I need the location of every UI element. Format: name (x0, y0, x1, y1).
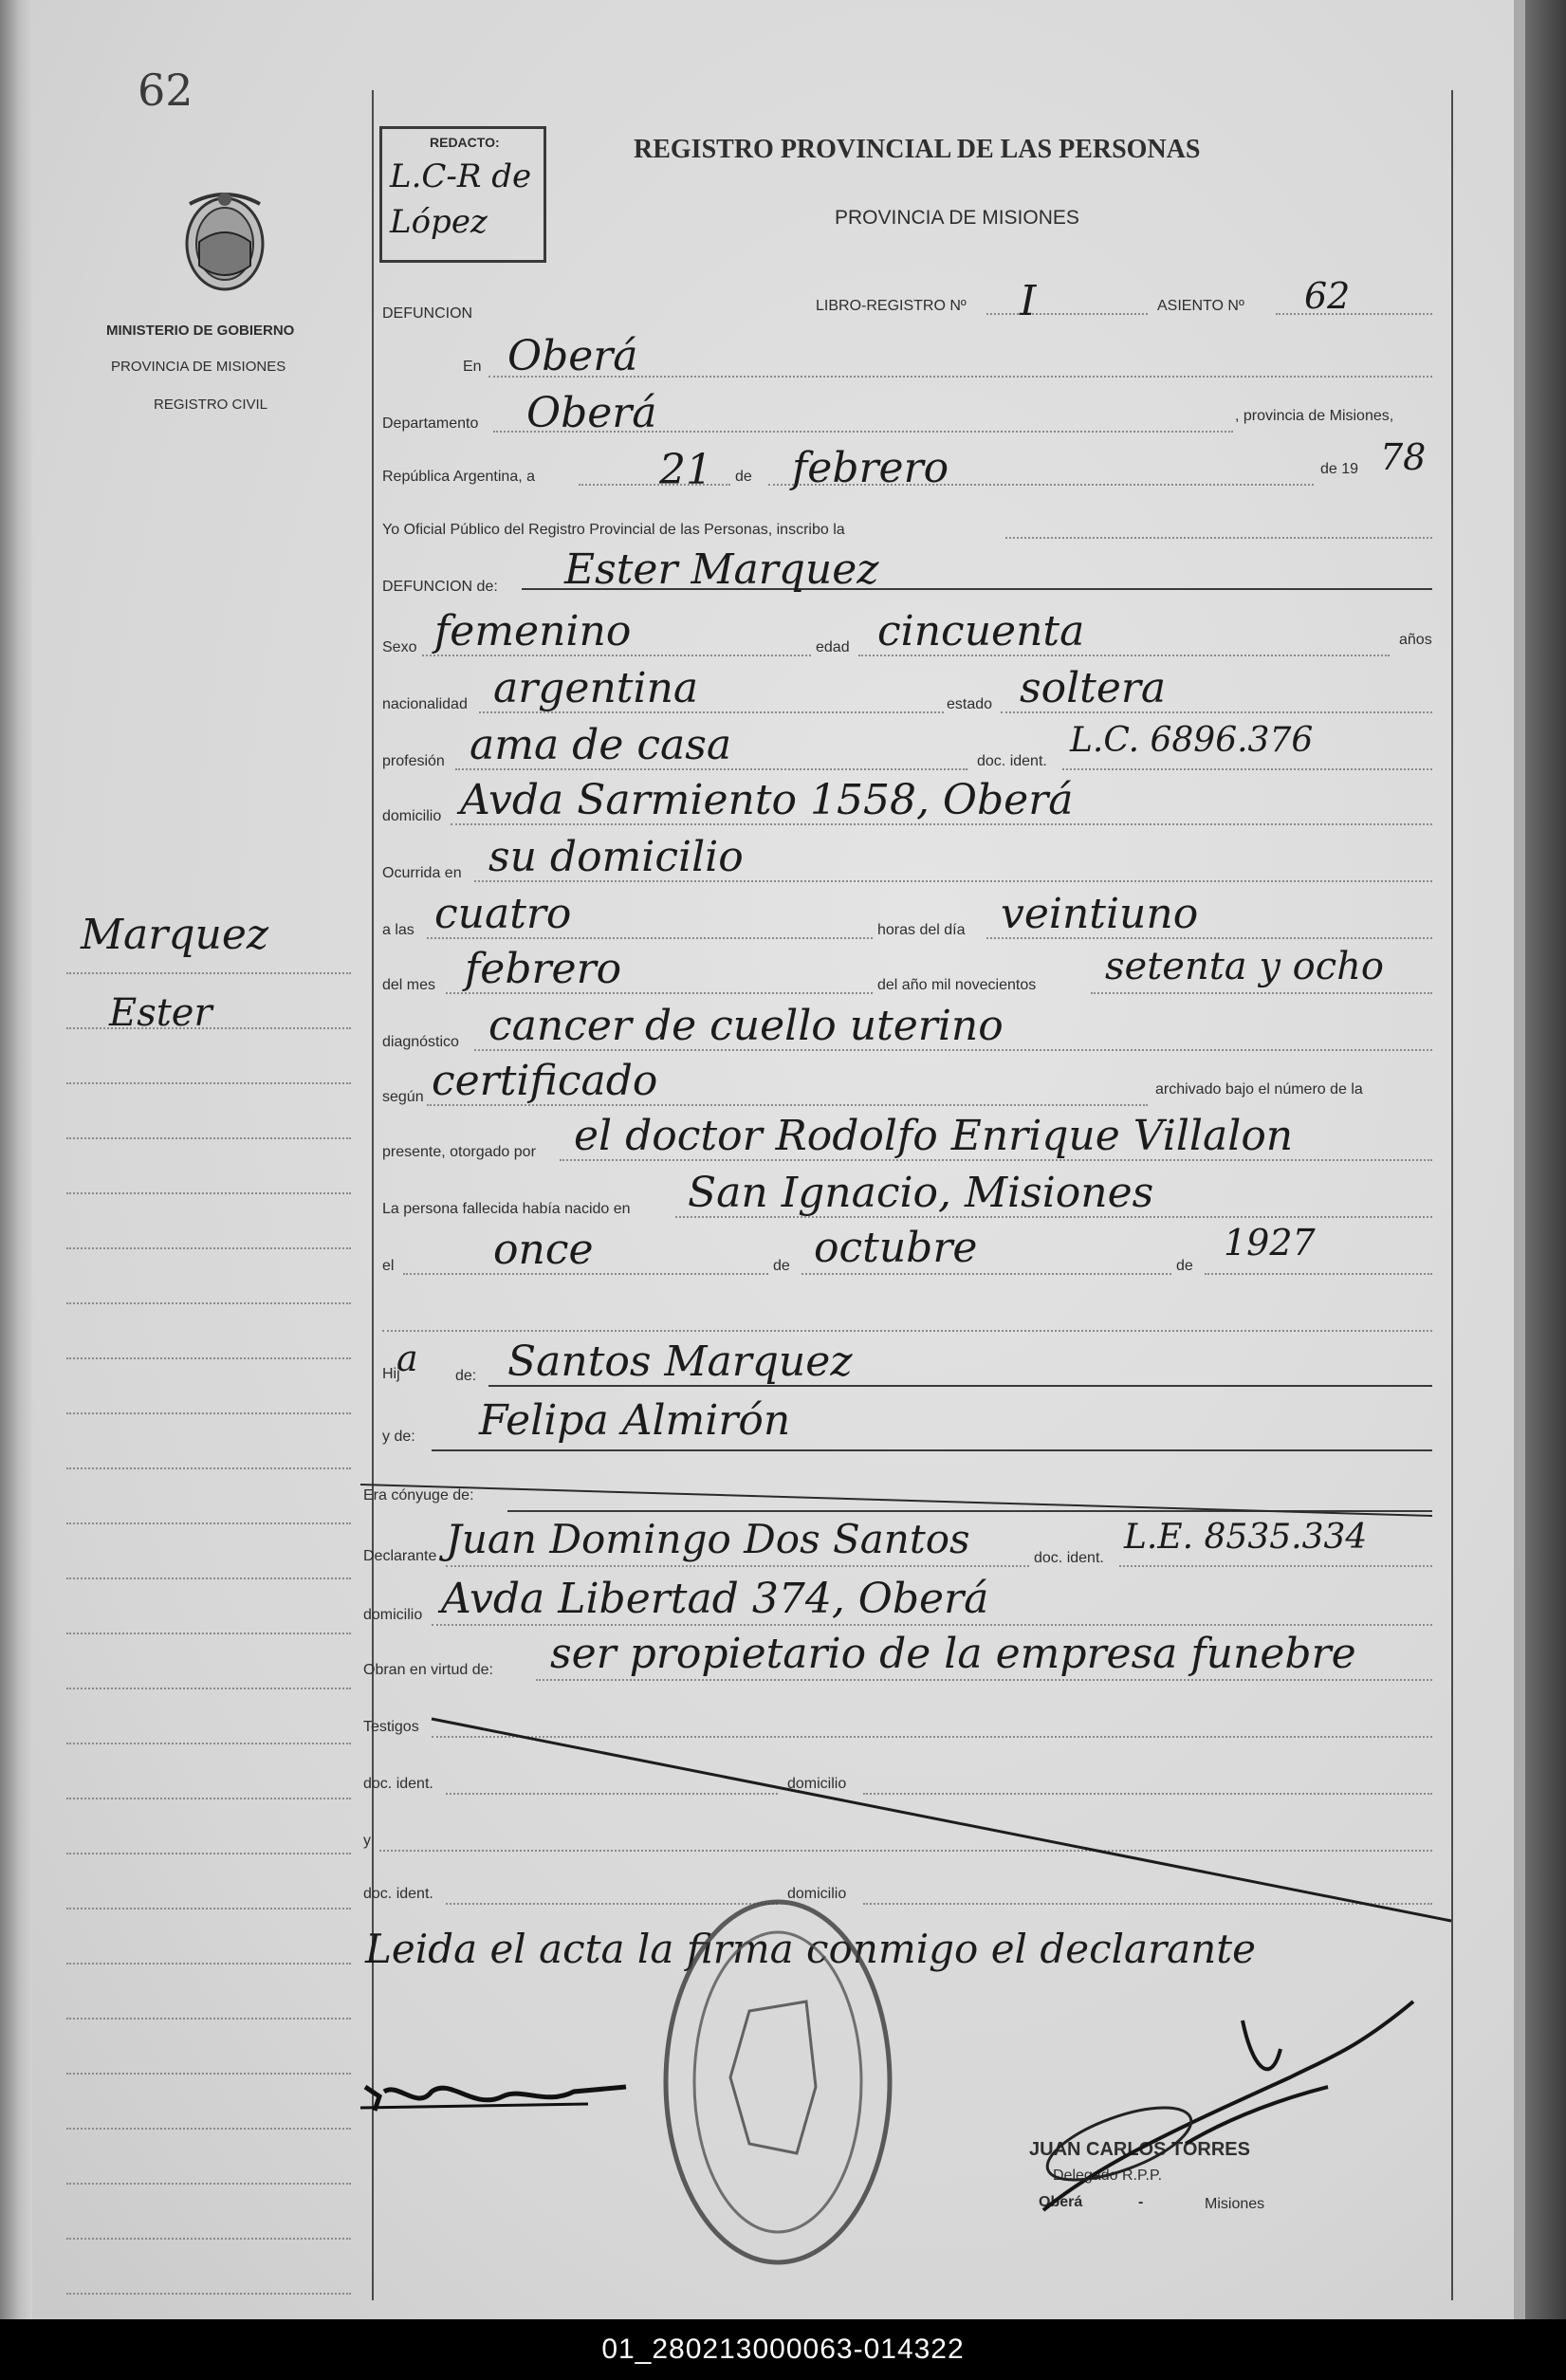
estado-label: estado (947, 696, 993, 712)
conyuge-strike-line (360, 1485, 1432, 1516)
hij-label: Hij (382, 1366, 400, 1382)
t-doc-label: doc. ident. (363, 1776, 433, 1792)
nacido-value: San Ignacio, Misiones (688, 1169, 1154, 1217)
nacionalidad-value: argentina (493, 664, 699, 712)
anio-prefix: de 19 (1320, 461, 1359, 477)
nac-de2-label: de (1176, 1258, 1193, 1274)
de-label: de (735, 469, 752, 485)
presente-label: presente, otorgado por (382, 1144, 536, 1160)
y-de-label: y de: (382, 1429, 415, 1445)
nacido-label: La persona fallecida había nacido en (382, 1201, 631, 1217)
domicilio-label: domicilio (382, 808, 442, 824)
defuncion-de-label: DEFUNCION de: (382, 579, 498, 595)
official-stamp-icon (666, 1902, 890, 2262)
ocurrida-value: su domicilio (488, 833, 744, 881)
t2-doc-label: doc. ident. (363, 1886, 433, 1902)
padre-value: Santos Marquez (507, 1338, 853, 1386)
a-las-value: cuatro (434, 890, 572, 938)
en-label: En (463, 359, 482, 375)
departamento-label: Departamento (382, 415, 479, 432)
signatory-place1: Oberá (1039, 2194, 1083, 2210)
nac-de-label: de (773, 1258, 790, 1274)
mes-value: febrero (792, 444, 949, 492)
libro-value: I (1020, 277, 1037, 325)
nac-mes-value: octubre (814, 1224, 978, 1272)
republica-label: República Argentina, a (382, 469, 535, 485)
footer-filename: 01_280213000063-014322 (0, 2319, 1566, 2380)
edad-value: cincuenta (877, 607, 1085, 655)
leida-text: Leida el acta la firma conmigo el declarante (365, 1926, 1256, 1972)
anio-value: 78 (1380, 436, 1427, 478)
libro-label: LIBRO-REGISTRO Nº (816, 298, 967, 314)
defuncion-value: Ester Marquez (564, 545, 879, 594)
redacto-line2: López (390, 203, 488, 241)
horas-label: horas del día (877, 922, 966, 938)
anio-muerte-value: setenta y ocho (1105, 945, 1384, 988)
diagnostico-label: diagnóstico (382, 1034, 459, 1050)
obran-value: ser propietario de la empresa funebre (550, 1630, 1356, 1678)
ministry-label: MINISTERIO DE GOBIERNO (106, 323, 295, 339)
del-mes-label: del mes (382, 977, 436, 993)
archivado-label: archivado bajo el número de la (1155, 1081, 1363, 1098)
de-colon-label: de: (455, 1368, 477, 1384)
type-label: DEFUNCION (382, 305, 473, 322)
oficial-text: Yo Oficial Público del Registro Provincial de las Personas, inscribo la (382, 522, 845, 538)
domicilio-value: Avda Sarmiento 1558, Oberá (460, 776, 1074, 824)
otorgado-value: el doctor Rodolfo Enrique Villalon (574, 1112, 1294, 1160)
estado-value: soltera (1020, 664, 1167, 712)
profesion-label: profesión (382, 753, 445, 769)
official-signature-icon (1043, 2002, 1413, 2210)
decl-doc-label: doc. ident. (1034, 1550, 1104, 1566)
document-subtitle: PROVINCIA DE MISIONES (835, 207, 1079, 229)
obran-label: Obran en virtud de: (363, 1662, 493, 1678)
page-number: 62 (138, 65, 193, 116)
sexo-value: femenino (434, 607, 632, 655)
margin-note-surname: Marquez (81, 911, 269, 959)
margin-note-given: Ester (109, 991, 212, 1035)
signatory-role: Delegado R.P.P. (1053, 2168, 1163, 2184)
dia-muerte-value: veintiuno (1001, 890, 1199, 938)
asiento-label: ASIENTO Nº (1157, 298, 1244, 314)
doc-ident-value: L.C. 6896.376 (1070, 721, 1314, 760)
edad-label: edad (816, 639, 850, 655)
declarante-label: Declarante (363, 1548, 437, 1564)
segun-value: certificado (432, 1057, 658, 1105)
dia-value: 21 (659, 446, 712, 494)
decl-doc-value: L.E. 8535.334 (1124, 1518, 1368, 1557)
testigos-label: Testigos (363, 1719, 419, 1735)
departamento-value: Oberá (526, 389, 657, 437)
signatory-name: JUAN CARLOS TORRES (1029, 2139, 1250, 2160)
testigos-strike-line (432, 1719, 1451, 1921)
asiento-value: 62 (1304, 275, 1351, 317)
signatory-place2: Misiones (1205, 2196, 1265, 2212)
document-title: REGISTRO PROVINCIAL DE LAS PERSONAS (634, 135, 1201, 164)
declarante-value: Juan Domingo Dos Santos (446, 1516, 970, 1562)
a-las-label: a las (382, 922, 415, 938)
signatory-sep: - (1138, 2194, 1144, 2210)
segun-label: según (382, 1089, 424, 1105)
sexo-label: Sexo (382, 639, 417, 655)
ministry-registry: REGISTRO CIVIL (154, 397, 268, 413)
madre-value: Felipa Almirón (479, 1396, 791, 1445)
decl-domicilio-value: Avda Libertad 374, Oberá (441, 1575, 989, 1623)
en-value: Oberá (507, 332, 638, 380)
diagnostico-value: cancer de cuello uterino (488, 1002, 1004, 1050)
mes-muerte-value: febrero (465, 945, 622, 993)
provincia-suffix: , provincia de Misiones, (1235, 408, 1394, 424)
t2-dom-label: domicilio (787, 1886, 847, 1902)
nac-dia-value: once (493, 1226, 594, 1274)
doc-ident-label: doc. ident. (977, 753, 1047, 769)
redacto-line1: L.C-R de (390, 157, 532, 195)
y-label: y (363, 1833, 371, 1849)
ocurrida-label: Ocurrida en (382, 865, 462, 881)
nacionalidad-label: nacionalidad (382, 696, 468, 712)
anio-mil-label: del año mil novecientos (877, 977, 1037, 993)
nac-anio-value: 1927 (1224, 1222, 1316, 1264)
redacto-label: REDACTO: (430, 135, 500, 150)
anios-label: años (1399, 632, 1432, 648)
ministry-province: PROVINCIA DE MISIONES (111, 359, 286, 375)
el-label: el (382, 1258, 395, 1274)
hij-suffix: a (396, 1338, 418, 1379)
decl-domicilio-label: domicilio (363, 1607, 423, 1623)
t-dom-label: domicilio (787, 1776, 847, 1792)
profesion-value: ama de casa (470, 721, 732, 769)
conyuge-label: Era cónyuge de: (363, 1487, 474, 1504)
